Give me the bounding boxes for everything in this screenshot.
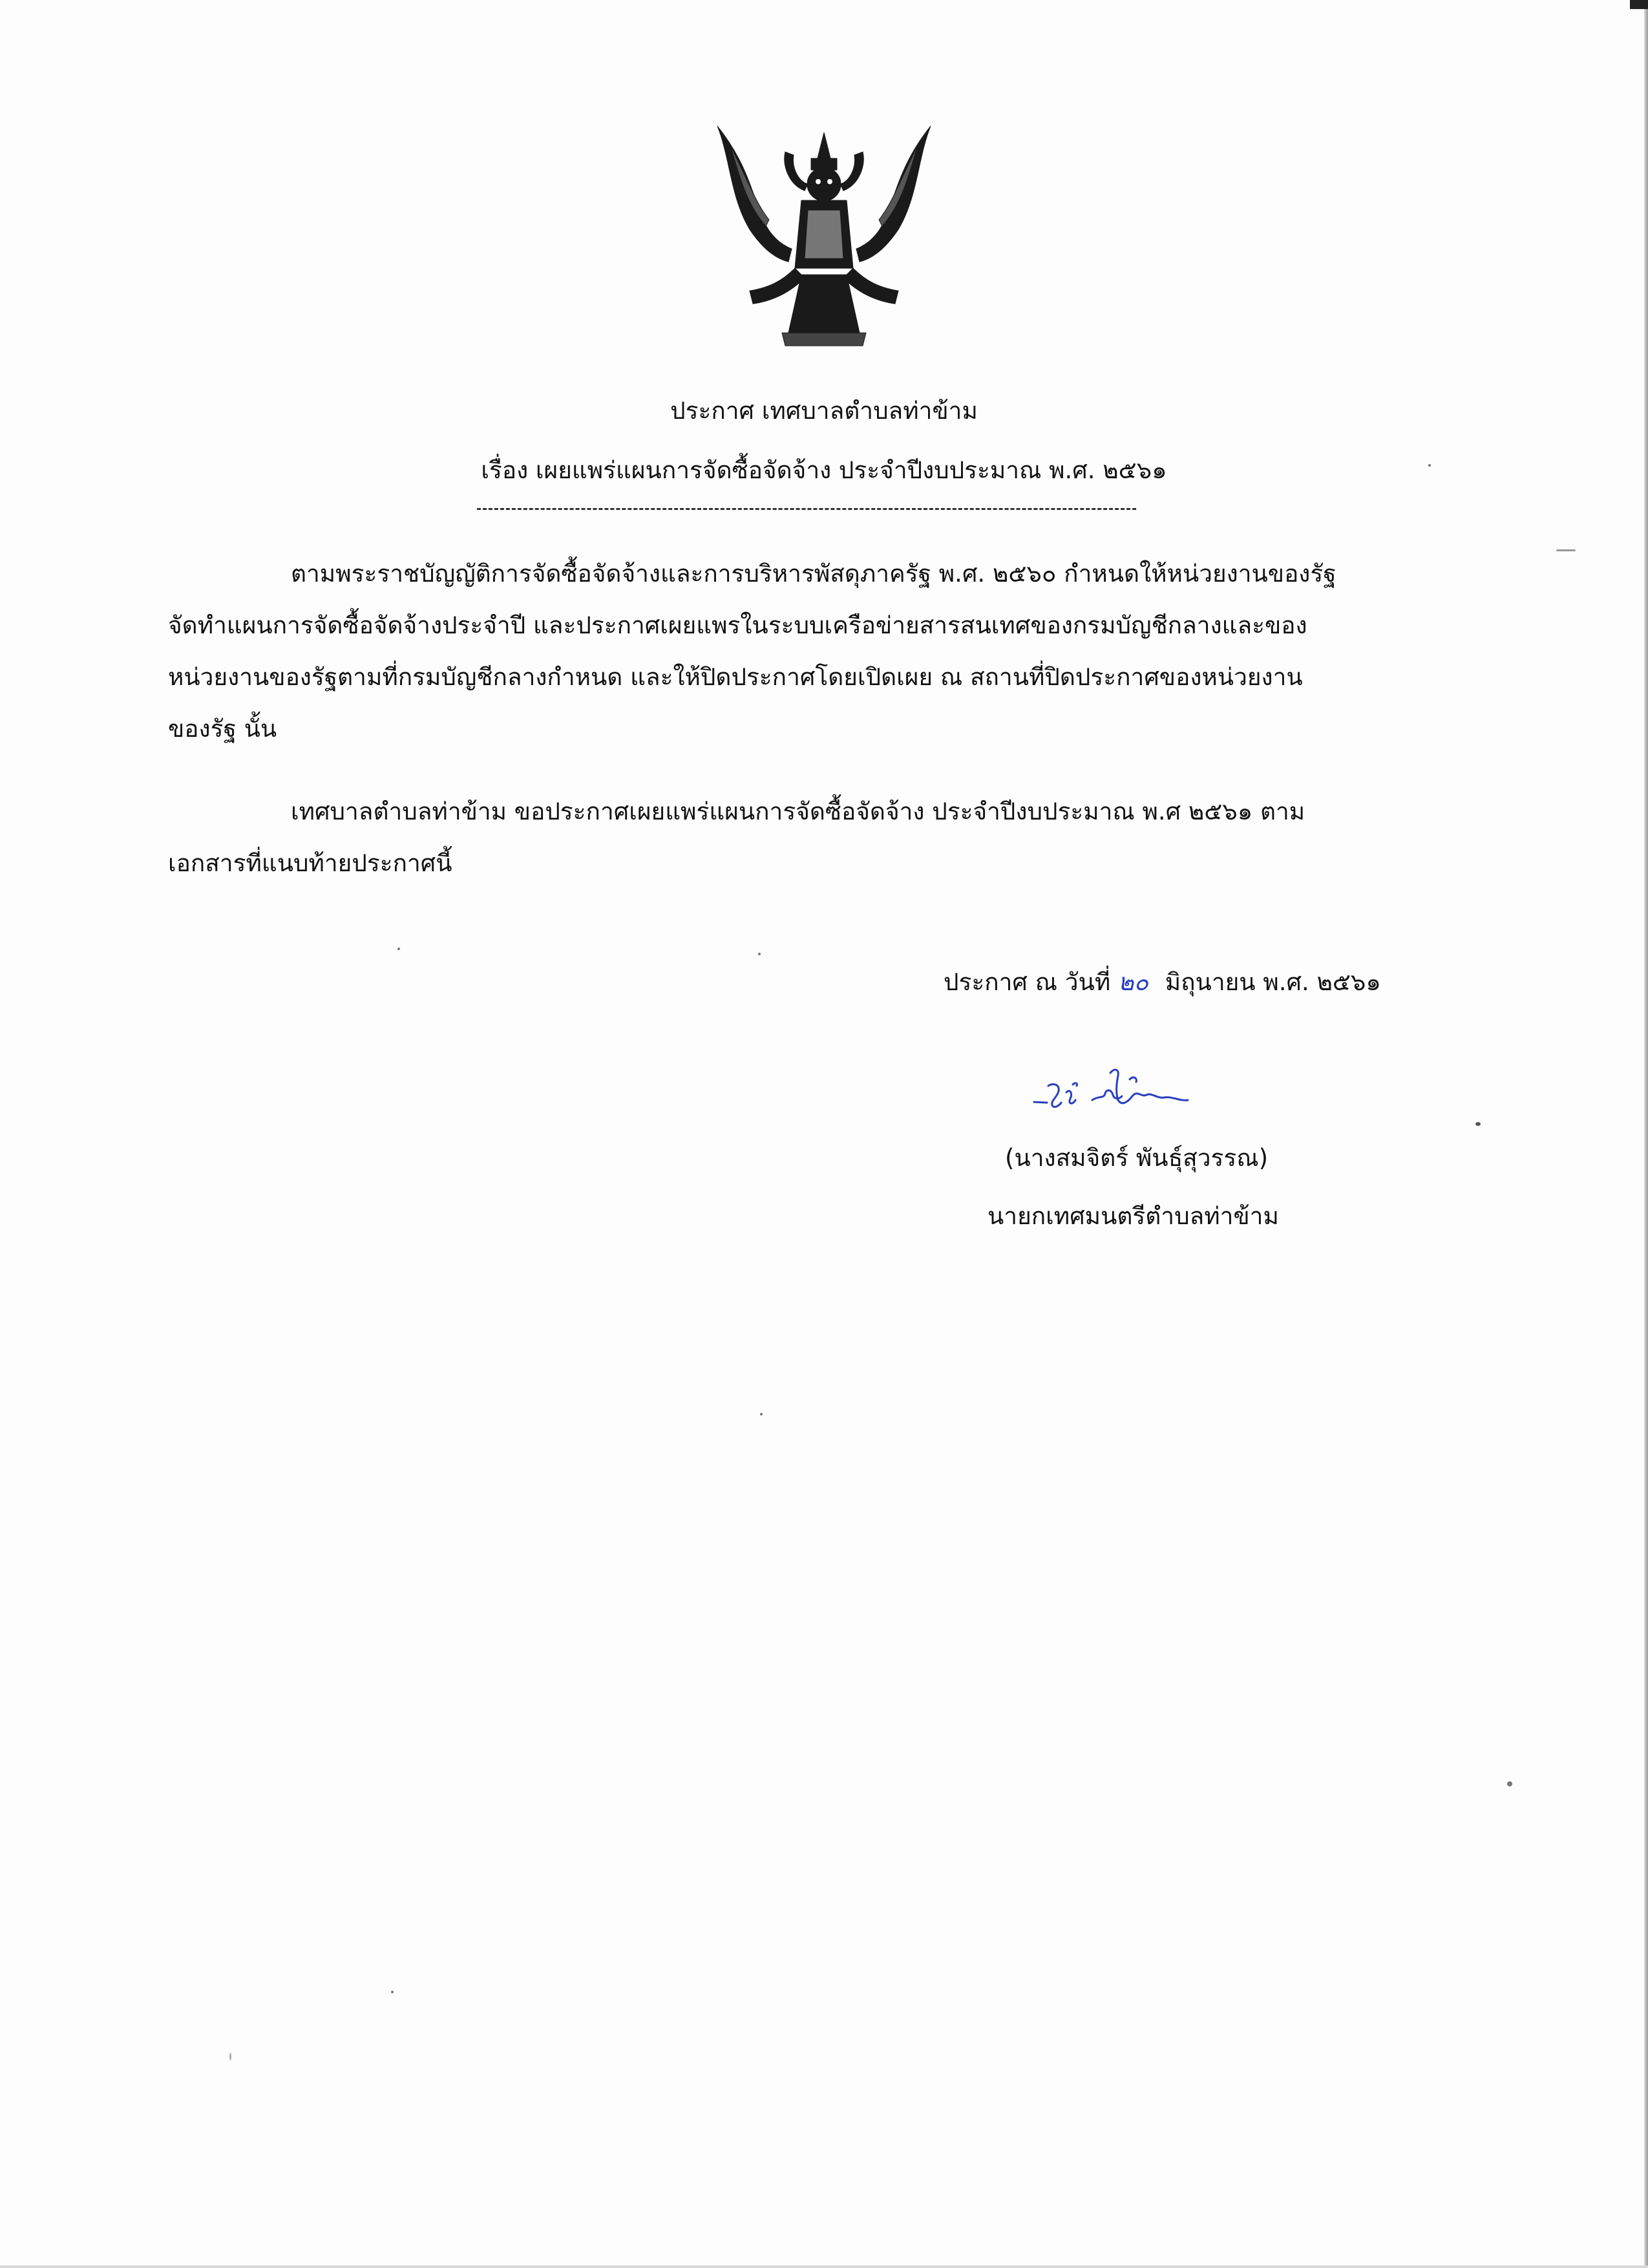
scan-speck <box>758 953 761 955</box>
scan-speck <box>397 948 400 950</box>
signatory-position: นายกเทศมนตรีตำบลท่าข้าม <box>988 1202 1279 1230</box>
subject-line: เรื่อง เผยแพร่แผนการจัดซื้อจัดจ้าง ประจำปีงบประมาณ พ.ศ. ๒๕๖๑ <box>481 456 1167 484</box>
scan-speck <box>391 1991 394 1993</box>
header-divider <box>477 508 1136 510</box>
body-paragraph-2 <box>168 786 1461 889</box>
scan-speck <box>1507 1781 1512 1786</box>
handwritten-signature <box>1028 1060 1221 1118</box>
scan-speck <box>1556 549 1576 551</box>
scan-corner-mark <box>1630 0 1648 9</box>
scan-speck <box>1475 1122 1481 1126</box>
date-line <box>944 967 1381 998</box>
scan-speck <box>760 1413 763 1415</box>
body-paragraph-1 <box>168 548 1461 755</box>
announcement-title: ประกาศ เทศบาลตำบลท่าข้าม <box>670 397 978 425</box>
scan-edge-right <box>1644 0 1648 2268</box>
paragraph-1-line-3: หน่วยงานของรัฐตามที่กรมบัญชีกลางกำหนด และให้ปิดประกาศโดยเปิดเผย ณ สถานที่ปิดประกาศของหน่วยงาน <box>168 663 1303 691</box>
scan-speck <box>229 2053 231 2061</box>
paragraph-1-line-2: จัดทำแผนการจัดซื้อจัดจ้างประจำปี และประกาศเผยแพรในระบบเครือข่ายสารสนเทศของกรมบัญชีกลางและของ <box>168 611 1307 639</box>
signatory-name: (นางสมจิตร์ พันธุ์สุวรรณ) <box>1005 1144 1269 1172</box>
date-suffix: มิถุนายน พ.ศ. ๒๕๖๑ <box>1165 968 1381 996</box>
scan-edge-bottom <box>0 2265 1648 2268</box>
date-day-handwritten: ๒๐ <box>1117 968 1148 996</box>
paragraph-1-line-4: ของรัฐ นั้น <box>168 715 277 743</box>
garuda-emblem-icon <box>704 120 944 359</box>
scan-speck <box>1428 464 1431 467</box>
paragraph-1-line-1: ตามพระราชบัญญัติการจัดซื้อจัดจ้างและการบริหารพัสดุภาครัฐ พ.ศ. ๒๕๖๐ กำหนดให้หน่วยงานของรัฐ <box>291 560 1336 588</box>
date-prefix: ประกาศ ณ วันที่ <box>944 968 1111 996</box>
paragraph-2-line-2: เอกสารที่แนบท้ายประกาศนี้ <box>168 849 452 877</box>
paragraph-2-line-1: เทศบาลตำบลท่าข้าม ขอประกาศเผยแพร่แผนการจัดซื้อจัดจ้าง ประจำปีงบประมาณ พ.ศ ๒๕๖๑ ตาม <box>291 798 1305 825</box>
